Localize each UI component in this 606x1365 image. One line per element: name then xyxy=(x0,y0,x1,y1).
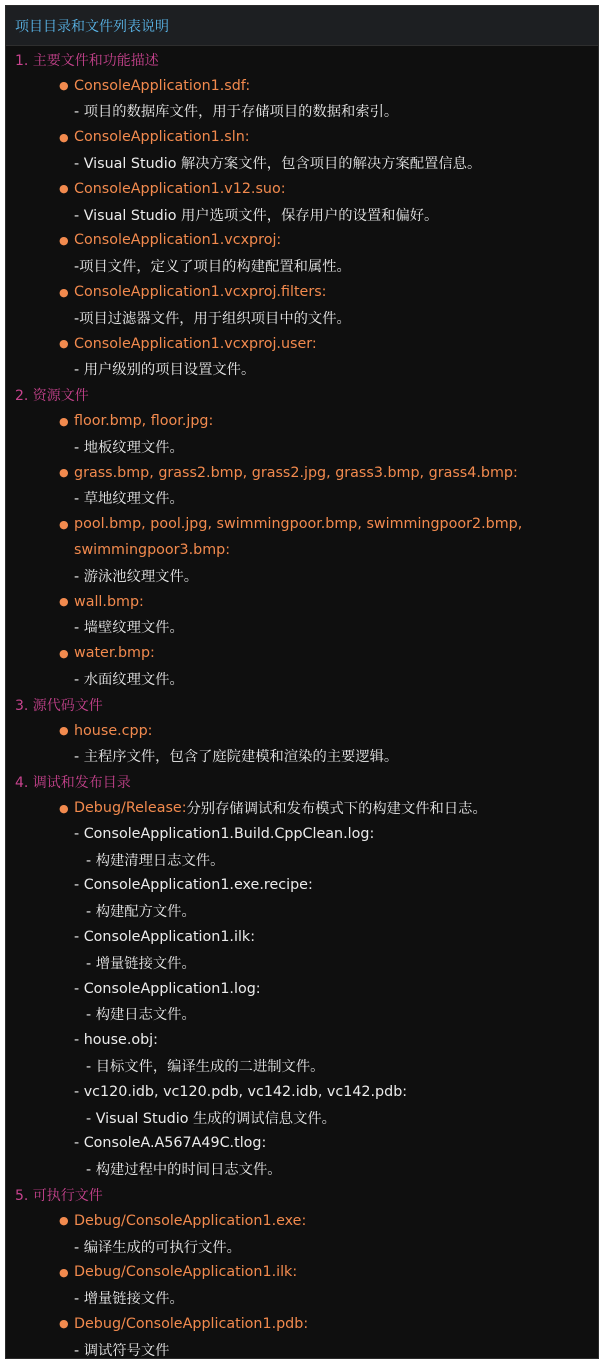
sub-item-description: - 构建过程中的时间日志文件。 xyxy=(86,1162,282,1179)
bullet-icon: ● xyxy=(59,595,69,609)
bullet-icon: ● xyxy=(59,466,69,480)
file-item xyxy=(6,1259,598,1285)
item-description: - 地板纹理文件。 xyxy=(74,439,184,456)
sub-item-description: - 目标文件，编译生成的二进制文件。 xyxy=(86,1058,325,1075)
item-description: - 项目的数据库文件，用于存储项目的数据和索引。 xyxy=(74,104,399,121)
bullet-icon: ● xyxy=(59,182,69,196)
bullet-icon: ● xyxy=(59,285,69,299)
bullet-icon: ● xyxy=(59,646,69,660)
item-description: - 主程序文件，包含了庭院建模和渲染的主要逻辑。 xyxy=(74,749,399,766)
bullet-icon: ● xyxy=(59,1265,69,1279)
file-item-name: grass.bmp, grass2.bmp, grass2.jpg, grass3.bmp, grass4.bmp: xyxy=(74,464,518,481)
file-item xyxy=(6,279,598,305)
item-description: - ConsoleApplication1.exe.recipe: xyxy=(74,877,313,894)
section-heading: 1. 主要文件和功能描述 xyxy=(15,52,159,69)
item-description: - ConsoleApplication1.log: xyxy=(74,980,261,997)
item-description: - 水面纹理文件。 xyxy=(74,672,184,689)
section-heading: 5. 可执行文件 xyxy=(15,1187,103,1204)
item-description: - vc120.idb, vc120.pdb, vc142.idb, vc142.pdb: xyxy=(74,1083,408,1100)
file-item-name: floor.bmp, floor.jpg: xyxy=(74,413,214,430)
section-heading: 2. 资源文件 xyxy=(15,388,89,405)
file-item-name: Debug/ConsoleApplication1.ilk: xyxy=(74,1264,298,1281)
file-item xyxy=(6,331,598,357)
file-item-name: wall.bmp: xyxy=(74,593,144,610)
file-item xyxy=(6,124,598,150)
file-item xyxy=(6,73,598,99)
item-description: -项目文件，定义了项目的构建配置和属性。 xyxy=(74,259,351,276)
sub-item-description: - 构建清理日志文件。 xyxy=(86,852,225,869)
bullet-icon: ● xyxy=(59,233,69,247)
file-item xyxy=(6,176,598,202)
item-description: - 调试符号文件 xyxy=(74,1342,170,1359)
sub-item-description: - 增量链接文件。 xyxy=(86,955,196,972)
bullet-icon: ● xyxy=(59,1317,69,1331)
bullet-icon: ● xyxy=(59,337,69,351)
sub-item-description: - Visual Studio 生成的调试信息文件。 xyxy=(86,1110,336,1127)
file-item-name: Debug/Release: xyxy=(74,800,187,816)
section-heading: 4. 调试和发布目录 xyxy=(15,775,131,792)
file-item xyxy=(6,408,598,434)
file-item xyxy=(6,640,598,666)
item-description: - Visual Studio 解决方案文件，包含项目的解决方案配置信息。 xyxy=(74,156,482,173)
item-description: - 增量链接文件。 xyxy=(74,1291,184,1308)
file-item-note: 分别存储调试和发布模式下的构建文件和日志。 xyxy=(186,801,487,817)
page-title: 项目目录和文件列表说明 xyxy=(15,18,169,35)
file-item-name: ConsoleApplication1.vcxproj.user: xyxy=(74,335,317,352)
file-item-name: ConsoleApplication1.vcxproj.filters: xyxy=(74,284,327,301)
file-item-name: Debug/ConsoleApplication1.exe: xyxy=(74,1212,307,1229)
item-description: - ConsoleA.A567A49C.tlog: xyxy=(74,1135,267,1152)
item-description: - 草地纹理文件。 xyxy=(74,491,184,508)
bullet-icon: ● xyxy=(59,414,69,428)
file-item-name: ConsoleApplication1.v12.suo: xyxy=(74,180,286,197)
file-item xyxy=(6,1208,598,1234)
item-description: - house.obj: xyxy=(74,1032,158,1049)
document-panel xyxy=(5,5,599,1359)
file-item xyxy=(6,795,598,821)
bullet-icon: ● xyxy=(59,1214,69,1228)
file-item-name: house.cpp: xyxy=(74,722,153,739)
item-description: - ConsoleApplication1.ilk: xyxy=(74,928,256,945)
file-item-name: ConsoleApplication1.sln: xyxy=(74,129,250,146)
file-item-name: pool.bmp, pool.jpg, swimmingpoor.bmp, swimmingpoor2.bmp, xyxy=(74,516,523,533)
bullet-icon: ● xyxy=(59,801,69,815)
file-item xyxy=(6,511,598,537)
file-item-name: water.bmp: xyxy=(74,645,155,662)
item-description: - ConsoleApplication1.Build.CppClean.log: xyxy=(74,825,375,842)
item-description: -项目过滤器文件，用于组织项目中的文件。 xyxy=(74,310,351,327)
item-description: - 编译生成的可执行文件。 xyxy=(74,1239,241,1256)
section-heading: 3. 源代码文件 xyxy=(15,697,103,714)
file-item-name: ConsoleApplication1.sdf: xyxy=(74,77,251,94)
file-item-name: Debug/ConsoleApplication1.pdb: xyxy=(74,1315,309,1332)
panel-header xyxy=(6,6,598,46)
item-description: - 墙壁纹理文件。 xyxy=(74,620,184,637)
item-description: - 游泳池纹理文件。 xyxy=(74,568,199,585)
file-item xyxy=(6,718,598,744)
item-description: - 用户级别的项目设置文件。 xyxy=(74,362,256,379)
file-item xyxy=(6,228,598,254)
bullet-icon: ● xyxy=(59,724,69,738)
item-description: - Visual Studio 用户选项文件，保存用户的设置和偏好。 xyxy=(74,207,439,224)
file-item xyxy=(6,1311,598,1337)
file-item xyxy=(6,589,598,615)
file-item-name: ConsoleApplication1.vcxproj: xyxy=(74,232,282,249)
file-item-continuation: swimmingpoor3.bmp: xyxy=(74,542,231,559)
sub-item-description: - 构建配方文件。 xyxy=(86,904,196,921)
bullet-icon: ● xyxy=(59,79,69,93)
file-item xyxy=(6,460,598,486)
bullet-icon: ● xyxy=(59,517,69,531)
file-list xyxy=(6,46,598,1359)
sub-item-description: - 构建日志文件。 xyxy=(86,1007,196,1024)
bullet-icon: ● xyxy=(59,130,69,144)
